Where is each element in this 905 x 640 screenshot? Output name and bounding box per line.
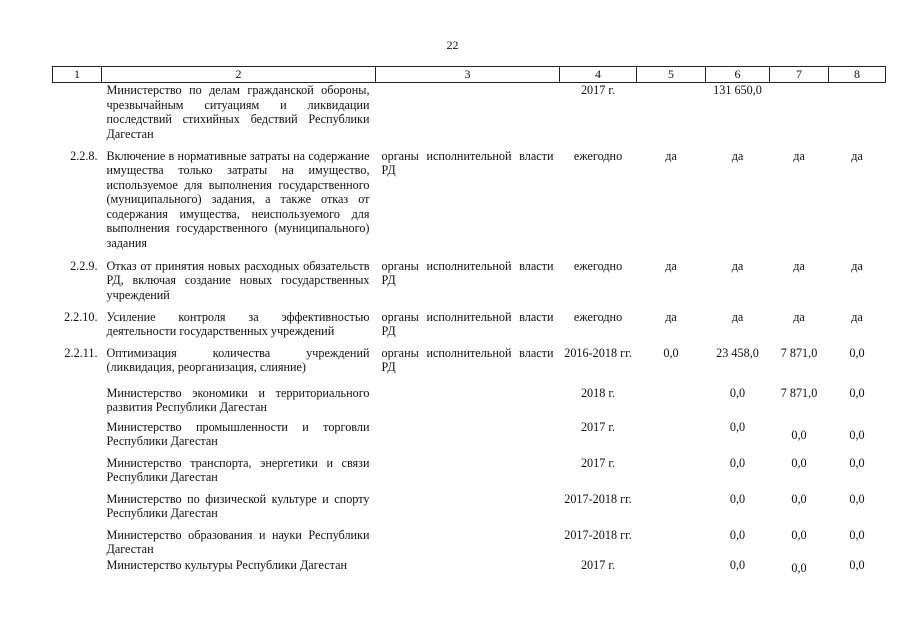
executor	[376, 456, 560, 492]
executor	[376, 83, 560, 149]
table-row	[53, 346, 886, 386]
value-col8: да	[851, 148, 863, 163]
deadline: 2017 г.	[580, 455, 616, 470]
measure-description: Министерство экономики и территориального развития Республики Дагестан	[106, 385, 370, 415]
value-col6: 0,0	[729, 385, 746, 400]
table-row	[53, 259, 886, 310]
column-header: 8	[829, 67, 886, 83]
page-number: 22	[446, 38, 459, 52]
column-header: 4	[560, 67, 637, 83]
value-col6: да	[731, 148, 744, 163]
column-header: 3	[376, 67, 560, 83]
value-col6: 0,0	[729, 491, 746, 506]
measure-description: Министерство по делам гражданской обороны, чрезвычайным ситуациям и ликвидации последствий стихийных бедствий Республики Дагестан	[106, 83, 370, 141]
value-col5: да	[665, 309, 677, 324]
measures-table	[52, 66, 886, 578]
measure-description: Министерство транспорта, энергетики и связи Республики Дагестан	[106, 455, 370, 485]
table-row	[53, 386, 886, 420]
value-col7	[770, 420, 829, 456]
executor: органы исполнительной власти РД	[381, 148, 554, 178]
table-row	[53, 83, 886, 149]
value-col8: 0,0	[849, 345, 865, 360]
item-number	[53, 420, 102, 456]
value-col5	[637, 492, 706, 528]
value-col6: 23 458,0	[716, 345, 759, 360]
value-col7: да	[793, 258, 805, 273]
measure-description: Министерство по физической культуре и спорту Республики Дагестан	[106, 491, 370, 521]
value-col5: да	[665, 148, 677, 163]
value-col5	[637, 558, 706, 578]
item-number	[53, 456, 102, 492]
value-col8: 0,0	[849, 385, 865, 400]
item-number	[53, 492, 102, 528]
column-header: 6	[706, 67, 770, 83]
deadline: 2017 г.	[580, 557, 616, 572]
measure-description: Включение в нормативные затраты на содержание имущества только затраты на имущество, используемое для выполнения государственного (муниципального) задания, а также отказ от содержания имущества, неиспользуемого для выполнения государственного (муниципального) задания	[106, 148, 370, 251]
value-col7: 0,0	[791, 491, 807, 506]
column-header: 1	[53, 67, 102, 83]
value-col8: 0,0	[849, 491, 865, 506]
value-col5: да	[665, 258, 677, 273]
item-number: 2.2.11.	[64, 345, 98, 360]
value-col7-text: 0,0	[791, 560, 807, 575]
table-row	[53, 492, 886, 528]
value-col6: 0,0	[729, 419, 746, 434]
value-col6: да	[731, 258, 744, 273]
value-col5: 0,0	[663, 345, 679, 360]
value-col7	[770, 83, 829, 149]
value-col8: да	[851, 309, 863, 324]
measure-description: Министерство промышленности и торговли Республики Дагестан	[106, 419, 370, 449]
deadline: 2018 г.	[580, 385, 616, 400]
executor: органы исполнительной власти РД	[381, 345, 554, 375]
executor: органы исполнительной власти РД	[381, 309, 554, 339]
deadline: 2016-2018 гг.	[564, 345, 632, 360]
value-col5	[637, 528, 706, 558]
executor	[376, 528, 560, 558]
executor	[376, 492, 560, 528]
column-header: 7	[770, 67, 829, 83]
deadline: 2017 г.	[580, 83, 616, 97]
executor	[376, 558, 560, 578]
value-col7: 7 871,0	[780, 385, 818, 400]
value-col5	[637, 456, 706, 492]
executor	[376, 420, 560, 456]
table-row	[53, 528, 886, 558]
value-col7: да	[793, 148, 805, 163]
measure-description: Отказ от принятия новых расходных обязательств РД, включая создание новых государственных учреждений	[106, 258, 370, 302]
value-col8: 0,0	[849, 455, 865, 470]
measure-description: Усиление контроля за эффективностью деятельности государственных учреждений	[106, 309, 370, 339]
item-number: 2.2.10.	[63, 309, 98, 324]
column-header: 5	[637, 67, 706, 83]
column-header: 2	[102, 67, 376, 83]
value-col7-text: 0,0	[791, 427, 807, 442]
item-number: 2.2.8.	[70, 148, 98, 163]
value-col8: 0,0	[849, 527, 865, 542]
value-col8	[829, 83, 886, 149]
measure-description: Министерство культуры Республики Дагестан	[106, 557, 348, 572]
value-col5	[637, 386, 706, 420]
item-number	[53, 528, 102, 558]
value-col8-text: 0,0	[849, 427, 865, 442]
deadline: 2017 г.	[580, 419, 616, 434]
executor	[376, 386, 560, 420]
value-col7: 7 871,0	[780, 345, 818, 360]
item-number	[53, 386, 102, 420]
item-number	[53, 558, 102, 578]
table-row	[53, 149, 886, 259]
value-col7: 0,0	[791, 455, 807, 470]
deadline: 2017-2018 гг.	[564, 491, 632, 506]
column-header-row	[53, 67, 886, 83]
value-col5	[637, 83, 706, 149]
value-col8	[829, 420, 886, 456]
measure-description: Оптимизация количества учреждений (ликвидация, реорганизация, слияние)	[106, 345, 370, 375]
value-col6: 0,0	[729, 527, 746, 542]
deadline: ежегодно	[573, 258, 623, 273]
value-col7	[770, 558, 829, 578]
table-row	[53, 456, 886, 492]
measure-description: Министерство образования и науки Республики Дагестан	[106, 527, 370, 557]
item-number: 2.2.9.	[70, 258, 98, 273]
table-row	[53, 310, 886, 346]
value-col6: да	[731, 309, 744, 324]
value-col7: 0,0	[791, 527, 807, 542]
value-col5	[637, 420, 706, 456]
value-col7: да	[793, 309, 805, 324]
value-col6: 0,0	[729, 455, 746, 470]
table-row	[53, 558, 886, 578]
table-row	[53, 420, 886, 456]
value-col8: 0,0	[849, 557, 865, 572]
deadline: ежегодно	[573, 148, 623, 163]
value-col6: 131 650,0	[713, 83, 762, 97]
value-col6: 0,0	[729, 557, 746, 572]
value-col8: да	[851, 258, 863, 273]
deadline: 2017-2018 гг.	[564, 527, 632, 542]
item-number	[53, 83, 102, 149]
executor: органы исполнительной власти РД	[381, 258, 554, 288]
deadline: ежегодно	[573, 309, 623, 324]
